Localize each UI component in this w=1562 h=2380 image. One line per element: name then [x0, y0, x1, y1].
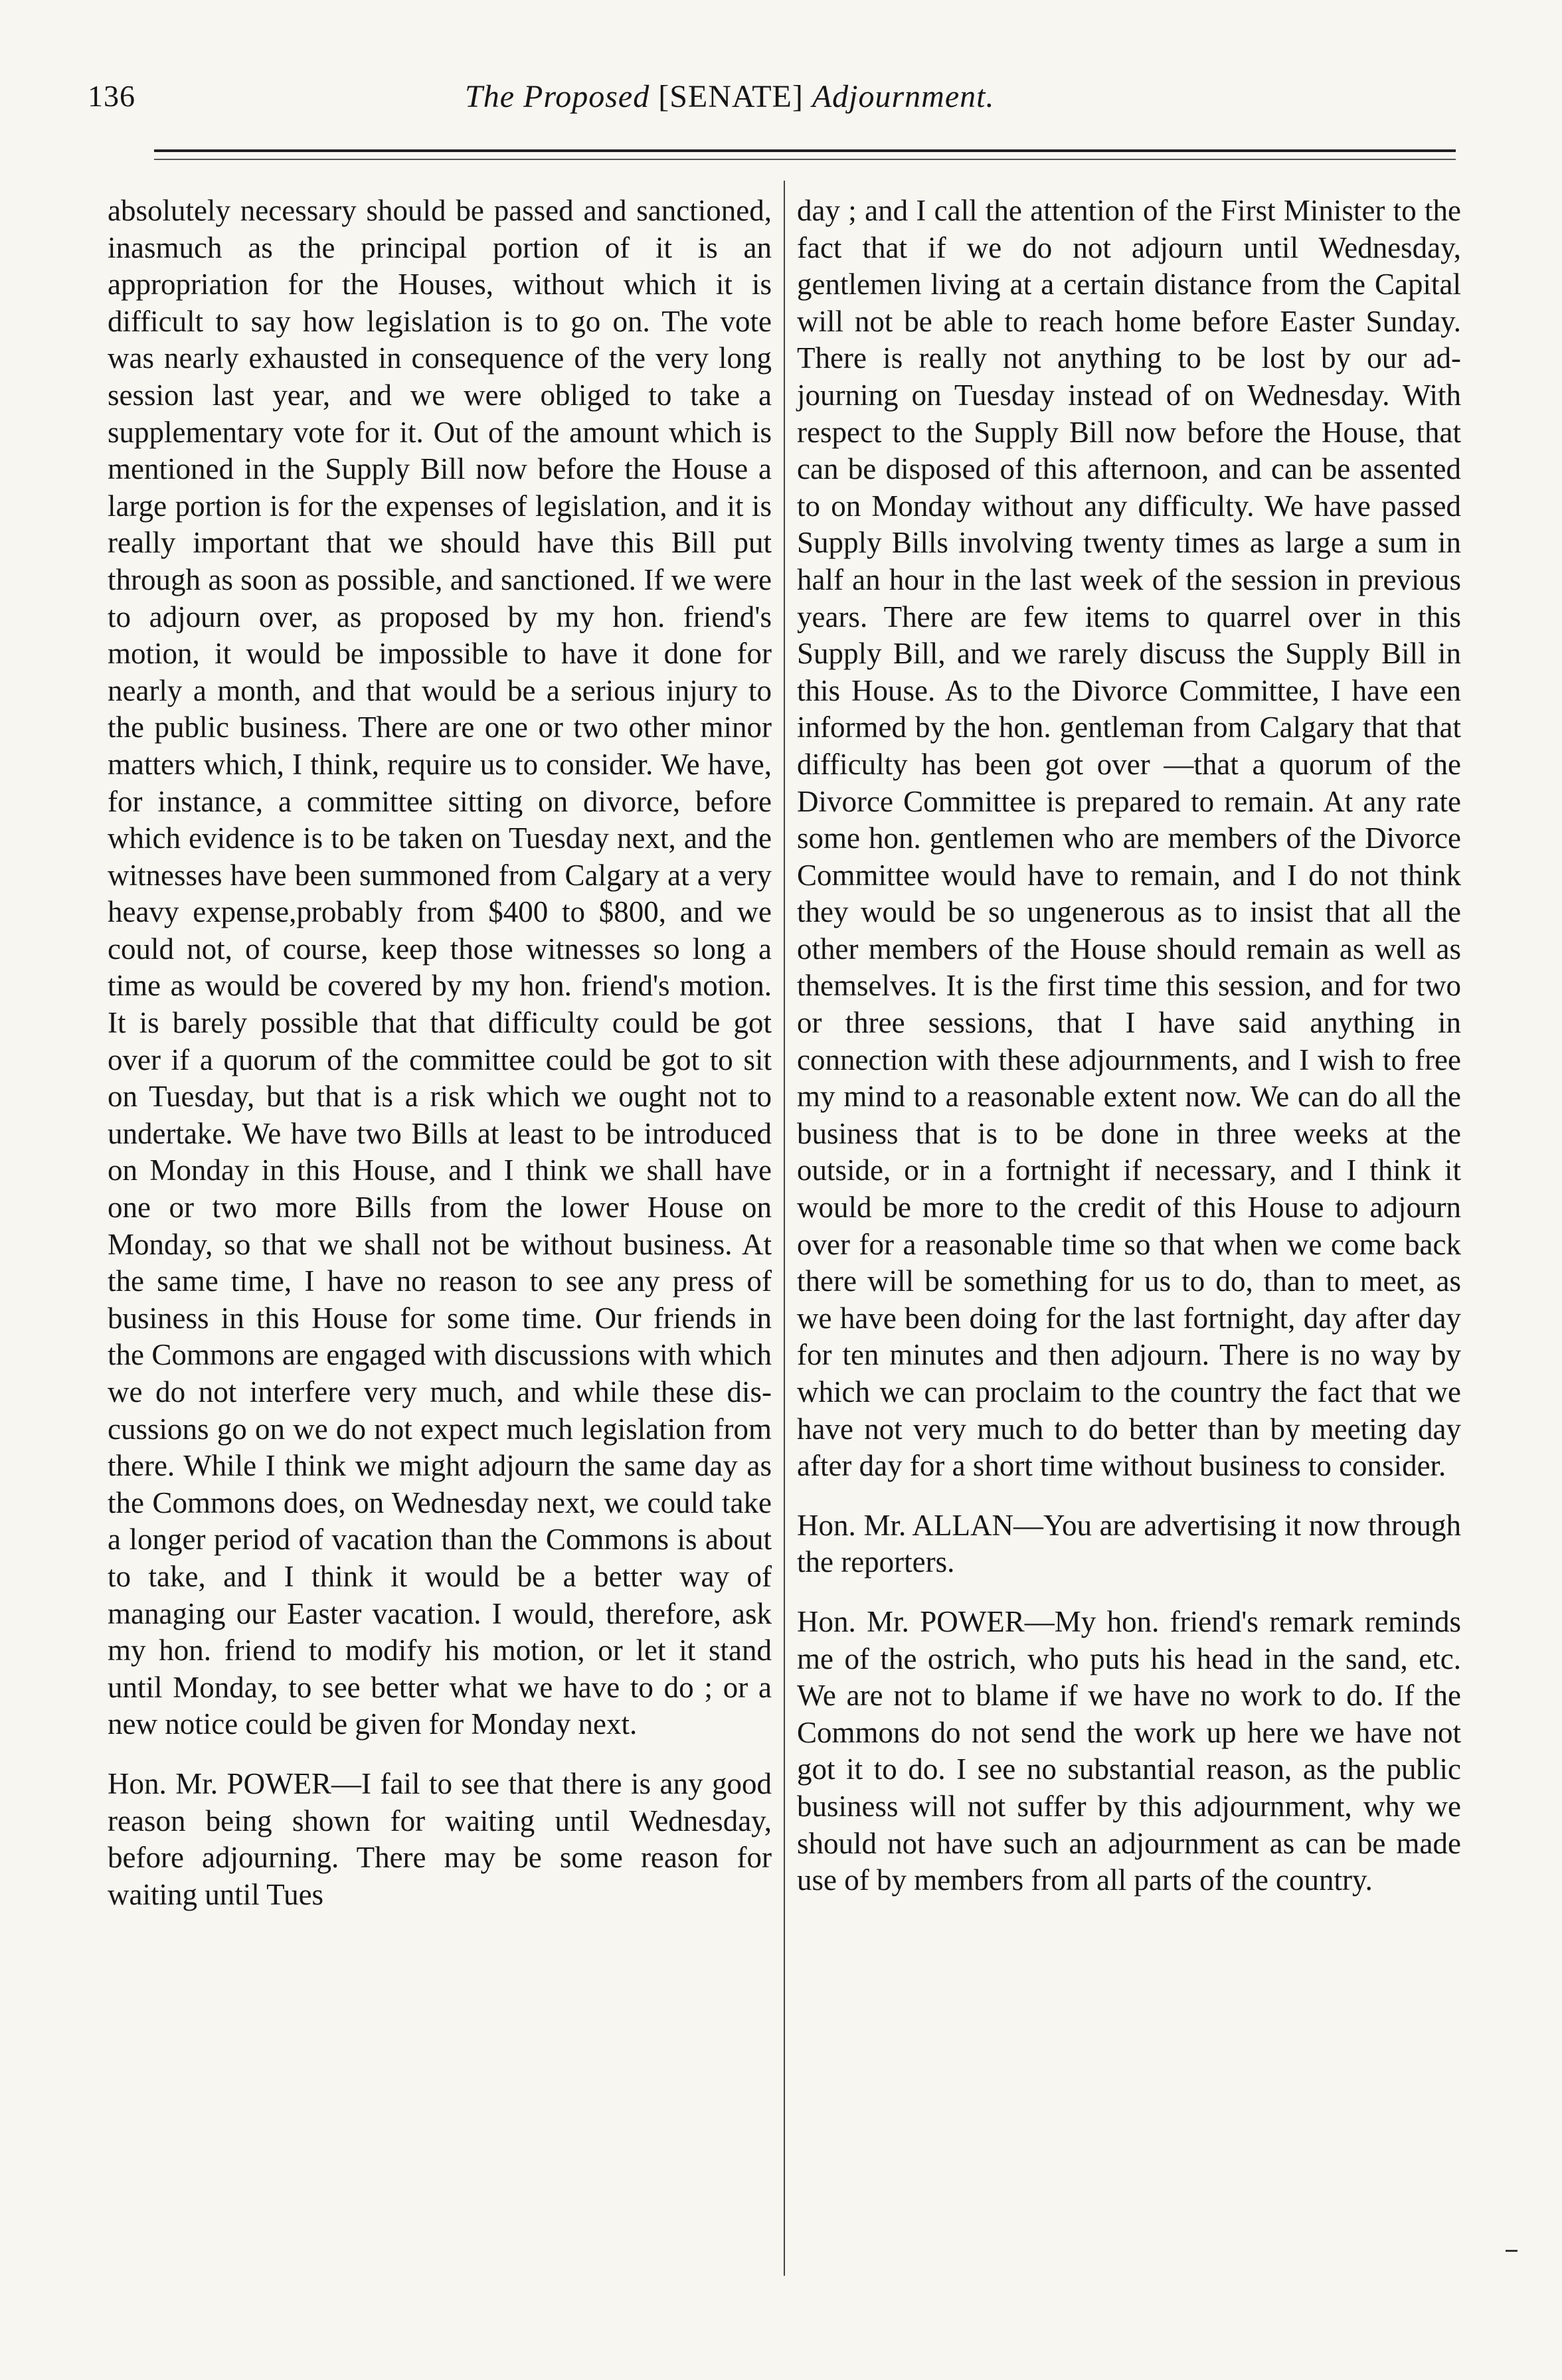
running-title-part2: [SENATE] — [658, 79, 804, 114]
right-column — [797, 193, 1461, 1899]
running-title — [465, 78, 994, 115]
column-divider — [784, 181, 785, 2276]
header-rule-thin — [154, 159, 1456, 160]
page-number: 136 — [88, 79, 135, 113]
left-column — [108, 193, 772, 1913]
paragraph: Hon. Mr. ALLAN—You are advertising it now through the reporters. — [797, 1508, 1461, 1579]
header-rule — [154, 149, 1456, 152]
paragraph: absolutely necessary should be passed and sanctioned, inasmuch as the principal portion of it is an appropriation for the Houses, without which it is difficult to say how legislation is to go on. The vote was nearly exhausted in consequence of the very long session last year, and we were obliged to take a supplementary vote for it. Out of the amount which is mentioned in the Supply Bill now before the House a large portion is for the expenses of legislation, and it is really important that we should have this Bill put through as soon as possible, and sanctioned. If we were to adjourn over, as proposed by my hon. friend's motion, it would be impossible to have it done for nearly a month, and that would be a serious injury to the public business. There are one or two other minor matters which, I think, require us to consider. We have, for instance, a committee sitting on divorce, before which evidence is to be taken on Tuesday next, and the witnesses have been summoned from Calgary at a very heavy expense,probably from $400 to $800, and we could not, of course, keep those witnesses so long a time as would be covered by my hon. friend's motion. It is barely possible that that difficulty could be got over if a quorum of the committee could be got to sit on Tuesday, but that is a risk which we ought not to undertake. We have two Bills at least to be introduced on Monday in this House, and I think we shall have one or two more Bills from the lower House on Monday, so that we shall not be without business. At the same time, I have no reason to see any press of business in this House for some time. Our friends in the Commons are engaged with discussions with which we do not interfere very much, and while these discussions go on we do not expect much legislation from there. While I think we might adjourn the same day as the Commons does, on Wednesday next, we could take a longer period of vacation than the Commons is about to take, and I think it would be a better way of managing our Easter vacation. I would, therefore, ask my hon. friend to modify his motion, or let it stand until Monday, to see better what we have to do ; or a new notice could be given for Monday next. — [108, 194, 772, 1741]
running-title-part1: The Proposed — [465, 79, 650, 114]
paragraph: Hon. Mr. POWER—My hon. friend's remark reminds me of the ostrich, who puts his head in the sand, etc. We are not to blame if we have no work to do. If the Commons do not send the work up here we have not got it to do. I see no substantial reason, as the public business will not suffer by this adjournment, why we should not have such an adjournment as can be made use of by members from all parts of the country. — [797, 1604, 1461, 1897]
running-title-part3: Adjournment. — [812, 79, 995, 114]
running-header — [0, 78, 1562, 131]
paragraph: Hon. Mr. POWER—I fail to see that there is any good reason being shown for waiting until Wednesday, before adjourning. There may be some reason for waiting until Tues — [108, 1766, 772, 1911]
paragraph: day ; and I call the attention of the First Minister to the fact that if we do not adjourn until Wednesday, gentlemen living at a certain distance from the Capital will not be able to reach home before Easter Sunday. There is really not anything to be lost by our adjourning on Tuesday instead of on Wednesday. With respect to the Supply Bill now before the House, that can be disposed of this afternoon, and can be assented to on Monday without any difficulty. We have passed Supply Bills involving twenty times as large a sum in half an hour in the last week of the session in previous years. There are few items to quarrel over in this Supply Bill, and we rarely discuss the Supply Bill in this House. As to the Divorce Committee, I have een informed by the hon. gentleman from Calgary that that difficulty has been got over —that a quorum of the Divorce Committee is prepared to remain. At any rate some hon. gentlemen who are members of the Divorce Committee would have to remain, and I do not think they would be so ungenerous as to insist that all the other members of the House should remain as well as themselves. It is the first time this session, and for two or three sessions, that I have said anything in connection with these adjournments, and I wish to free my mind to a reasonable extent now. We can do all the business that is to be done in three weeks at the outside, or in a fortnight if necessary, and I think it would be more to the credit of this House to adjourn over for a reasonable time so that when we come back there will be something for us to do, than to meet, as we have been doing for the last fortnight, day after day for ten minutes and then adjourn. There is no way by which we can proclaim to the country the fact that we have not very much to do better than by meeting day after day for a short time without business to consider. — [797, 194, 1461, 1483]
margin-mark — [1506, 2250, 1518, 2252]
